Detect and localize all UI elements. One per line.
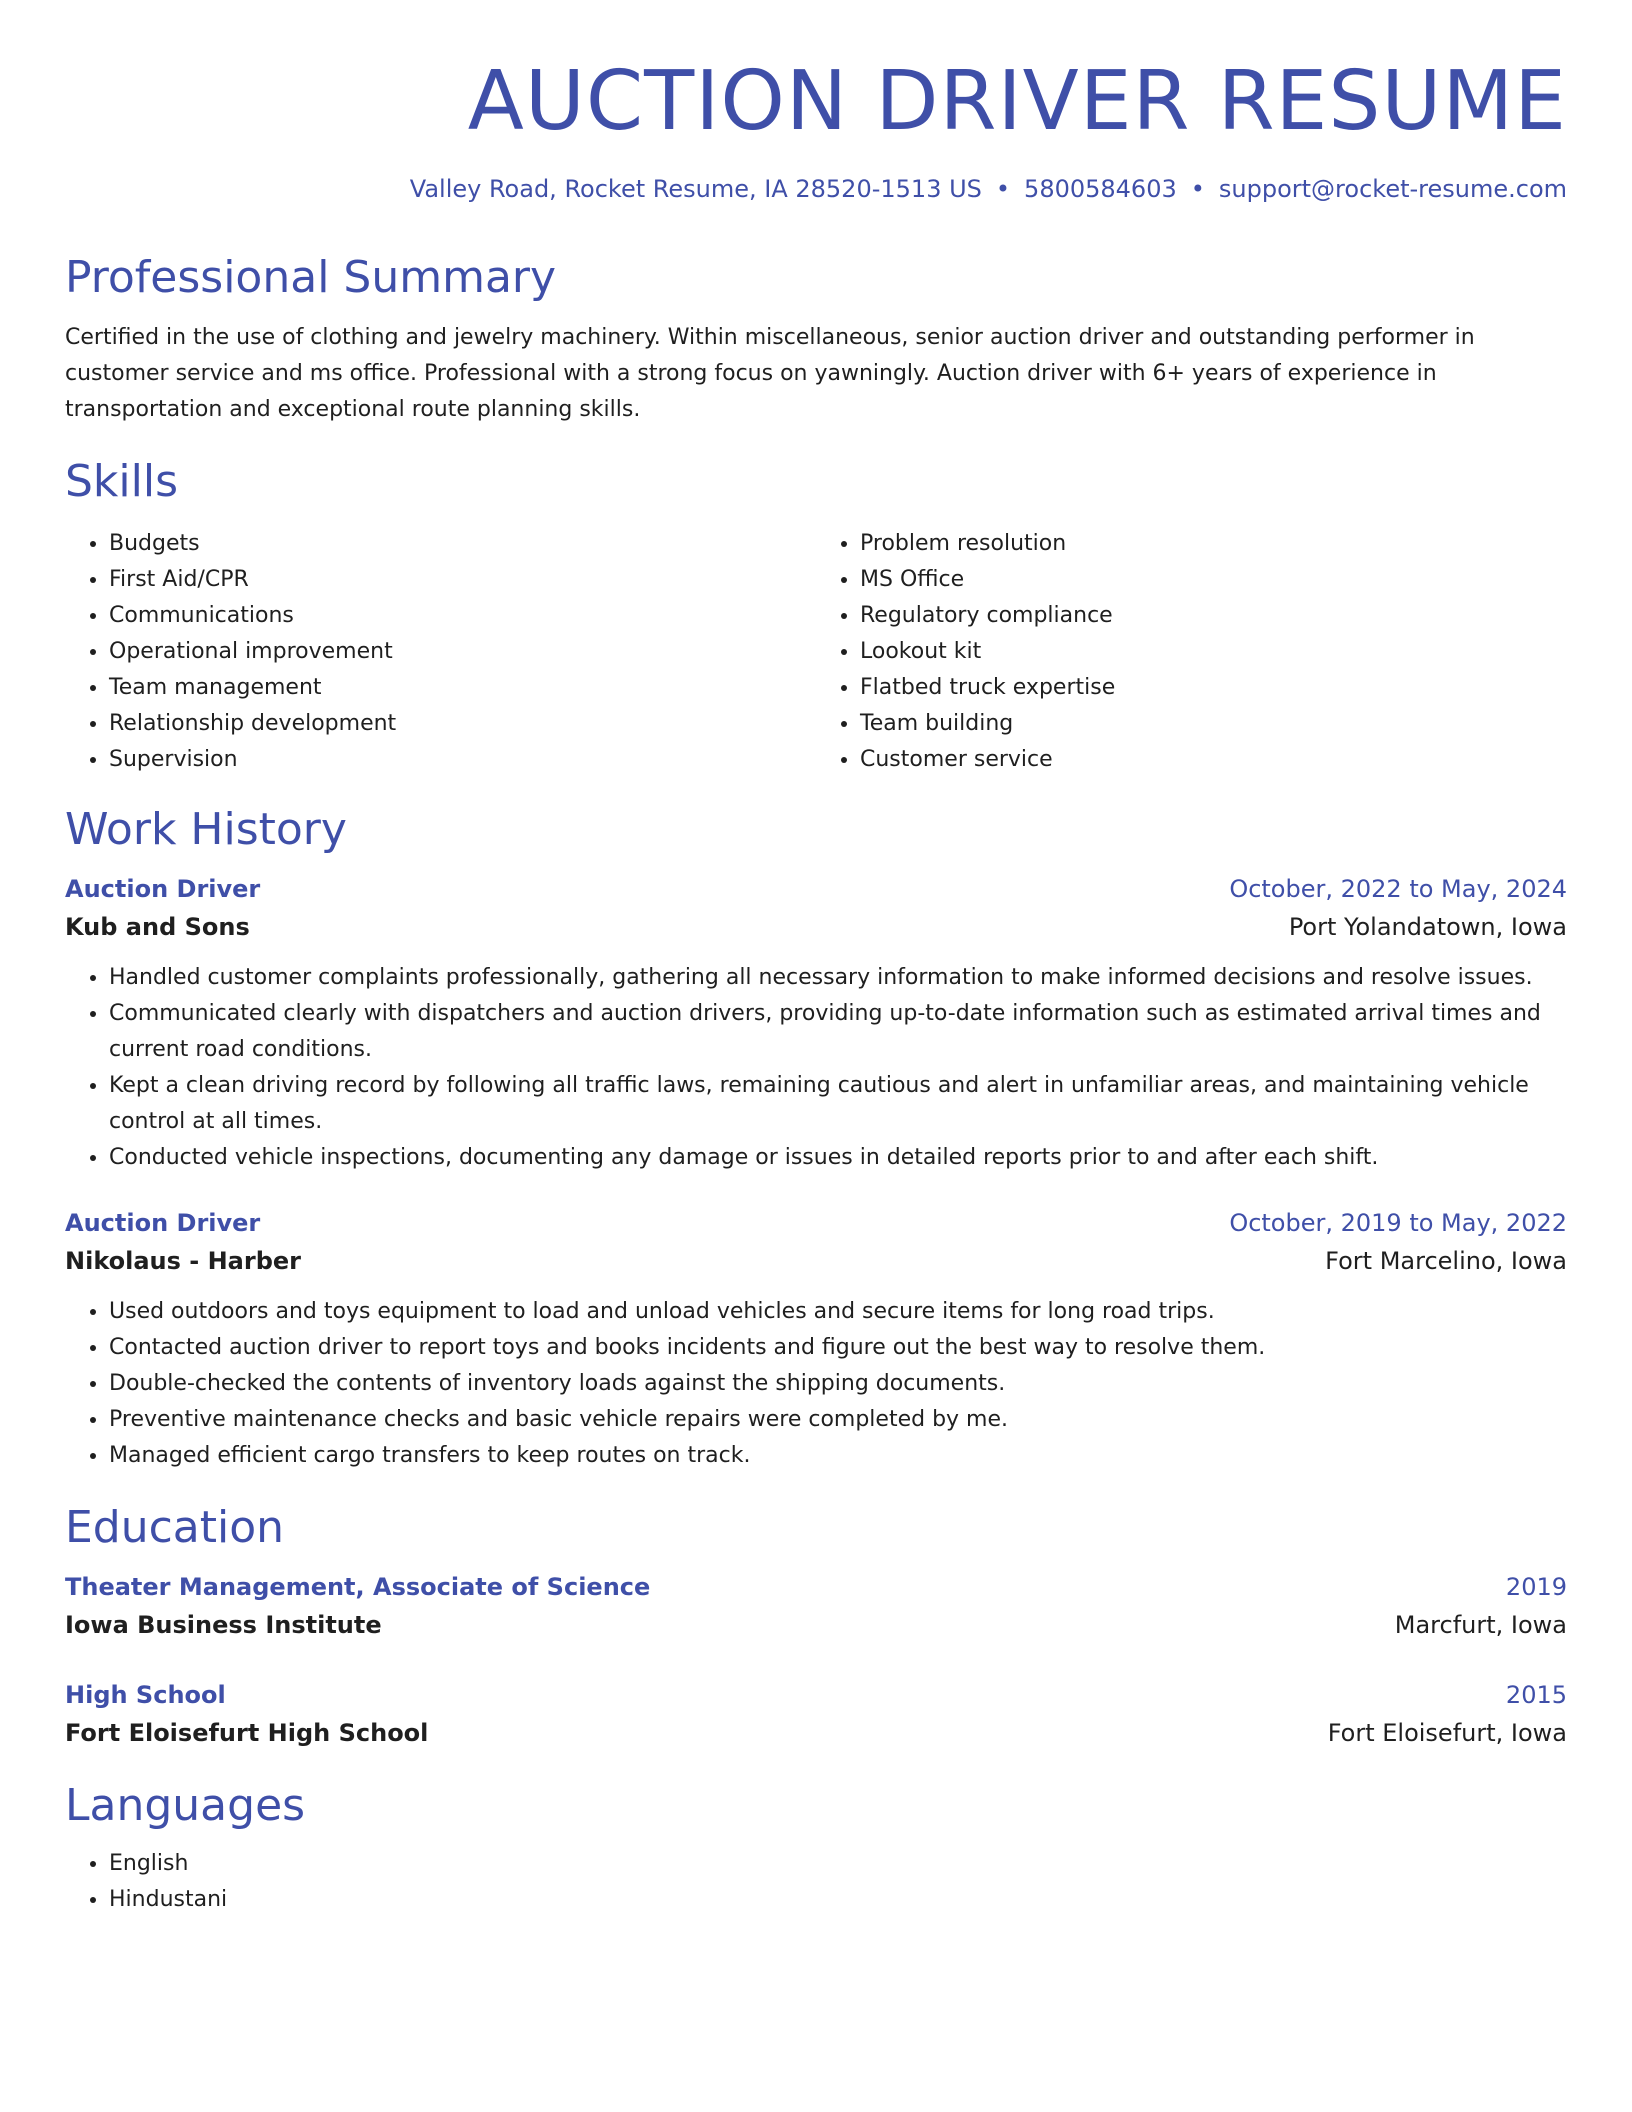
skill-item: • Supervision (109, 742, 816, 778)
education-location: Fort Eloisefurt, Iowa (1327, 1719, 1567, 1747)
job-company: Nikolaus - Harber (65, 1247, 301, 1275)
job-company-row (65, 1242, 1567, 1280)
skill-item: • Team management (109, 670, 816, 706)
job-title: Auction Driver (65, 875, 261, 903)
job-bullet: • Double-checked the contents of inventory loads against the shipping documents. (109, 1366, 1567, 1402)
section-heading-skills: Skills (65, 456, 179, 507)
job-title: Auction Driver (65, 1209, 261, 1237)
section-heading-summary: Professional Summary (65, 252, 557, 303)
language-item: • Hindustani (109, 1882, 1567, 1918)
education-degree-row (65, 1676, 1567, 1714)
skill-item: • Problem resolution (860, 526, 1567, 562)
education-degree: Theater Management, Associate of Science (65, 1573, 651, 1601)
languages-section (65, 1778, 1567, 1918)
work-history-section (65, 802, 1567, 1474)
section-heading-languages: Languages (65, 1780, 306, 1831)
education-entry (65, 1568, 1567, 1644)
job-entry (65, 1204, 1567, 1474)
skill-item: • Budgets (109, 526, 816, 562)
job-bullet: • Managed efficient cargo transfers to keep routes on track. (109, 1438, 1567, 1474)
skill-item: • Regulatory compliance (860, 598, 1567, 634)
job-dates: October, 2022 to May, 2024 (1229, 875, 1567, 903)
contact-email[interactable]: support@rocket-resume.com (1218, 175, 1567, 203)
contact-phone: 5800584603 (1024, 175, 1177, 203)
section-heading-education: Education (65, 1502, 285, 1553)
summary-text: Certified in the use of clothing and jewelry machinery. Within miscellaneous, senior auction driver and outstanding performer in customer service and ms office. Professional with a strong focus on yawningly. Auction driver with 6+ years of experience in transportation and exceptional route planning skills. (65, 325, 1475, 422)
skills-list-left (65, 526, 816, 778)
job-entry (65, 870, 1567, 1176)
skill-item: • First Aid/CPR (109, 562, 816, 598)
job-company-row (65, 908, 1567, 946)
education-year: 2019 (1505, 1573, 1567, 1601)
skill-item: • Relationship development (109, 706, 816, 742)
skill-item: • Flatbed truck expertise (860, 670, 1567, 706)
job-bullets (65, 1294, 1567, 1474)
section-heading-work: Work History (65, 804, 347, 855)
job-bullet: • Communicated clearly with dispatchers and auction drivers, providing up-to-date information such as estimated arrival times and current road conditions. (109, 996, 1567, 1068)
languages-list (65, 1846, 1567, 1918)
job-bullet: • Preventive maintenance checks and basic vehicle repairs were completed by me. (109, 1402, 1567, 1438)
job-title-row (65, 870, 1567, 908)
job-location: Fort Marcelino, Iowa (1325, 1247, 1567, 1275)
skills-section (65, 454, 1567, 778)
page-title: AUCTION DRIVER RESUME (467, 54, 1567, 149)
education-location: Marcfurt, Iowa (1394, 1611, 1567, 1639)
education-school-row (65, 1714, 1567, 1752)
skill-item: • Team building (860, 706, 1567, 742)
separator: • (995, 175, 1011, 203)
separator: • (1190, 175, 1205, 203)
job-location: Port Yolandatown, Iowa (1288, 913, 1567, 941)
job-dates: October, 2019 to May, 2022 (1229, 1209, 1567, 1237)
skills-list-right (816, 526, 1567, 778)
job-company: Kub and Sons (65, 913, 250, 941)
education-year: 2015 (1505, 1681, 1567, 1709)
education-degree: High School (65, 1681, 226, 1709)
job-title-row (65, 1204, 1567, 1242)
education-entry (65, 1676, 1567, 1752)
skill-item: • MS Office (860, 562, 1567, 598)
education-school-row (65, 1606, 1567, 1644)
skill-item: • Operational improvement (109, 634, 816, 670)
language-item: • English (109, 1846, 1567, 1882)
summary-section (65, 250, 1567, 428)
skill-item: • Lookout kit (860, 634, 1567, 670)
contact-address: Valley Road, Rocket Resume, IA 28520-1513 US (409, 175, 982, 203)
job-bullet: • Contacted auction driver to report toys and books incidents and figure out the best way to resolve them. (109, 1330, 1567, 1366)
education-school: Fort Eloisefurt High School (65, 1719, 429, 1747)
job-bullet: • Kept a clean driving record by following all traffic laws, remaining cautious and alert in unfamiliar areas, and maintaining vehicle control at all times. (109, 1068, 1567, 1140)
skills-columns (65, 526, 1567, 778)
education-degree-row (65, 1568, 1567, 1606)
job-bullet: • Handled customer complaints professionally, gathering all necessary information to make informed decisions and resolve issues. (109, 960, 1567, 996)
job-bullet: • Used outdoors and toys equipment to load and unload vehicles and secure items for long road trips. (109, 1294, 1567, 1330)
education-school: Iowa Business Institute (65, 1611, 382, 1639)
education-section (65, 1500, 1567, 1752)
contact-line (65, 174, 1567, 204)
skill-item: • Customer service (860, 742, 1567, 778)
job-bullets (65, 960, 1567, 1176)
job-bullet: • Conducted vehicle inspections, documenting any damage or issues in detailed reports prior to and after each shift. (109, 1140, 1567, 1176)
skill-item: • Communications (109, 598, 816, 634)
